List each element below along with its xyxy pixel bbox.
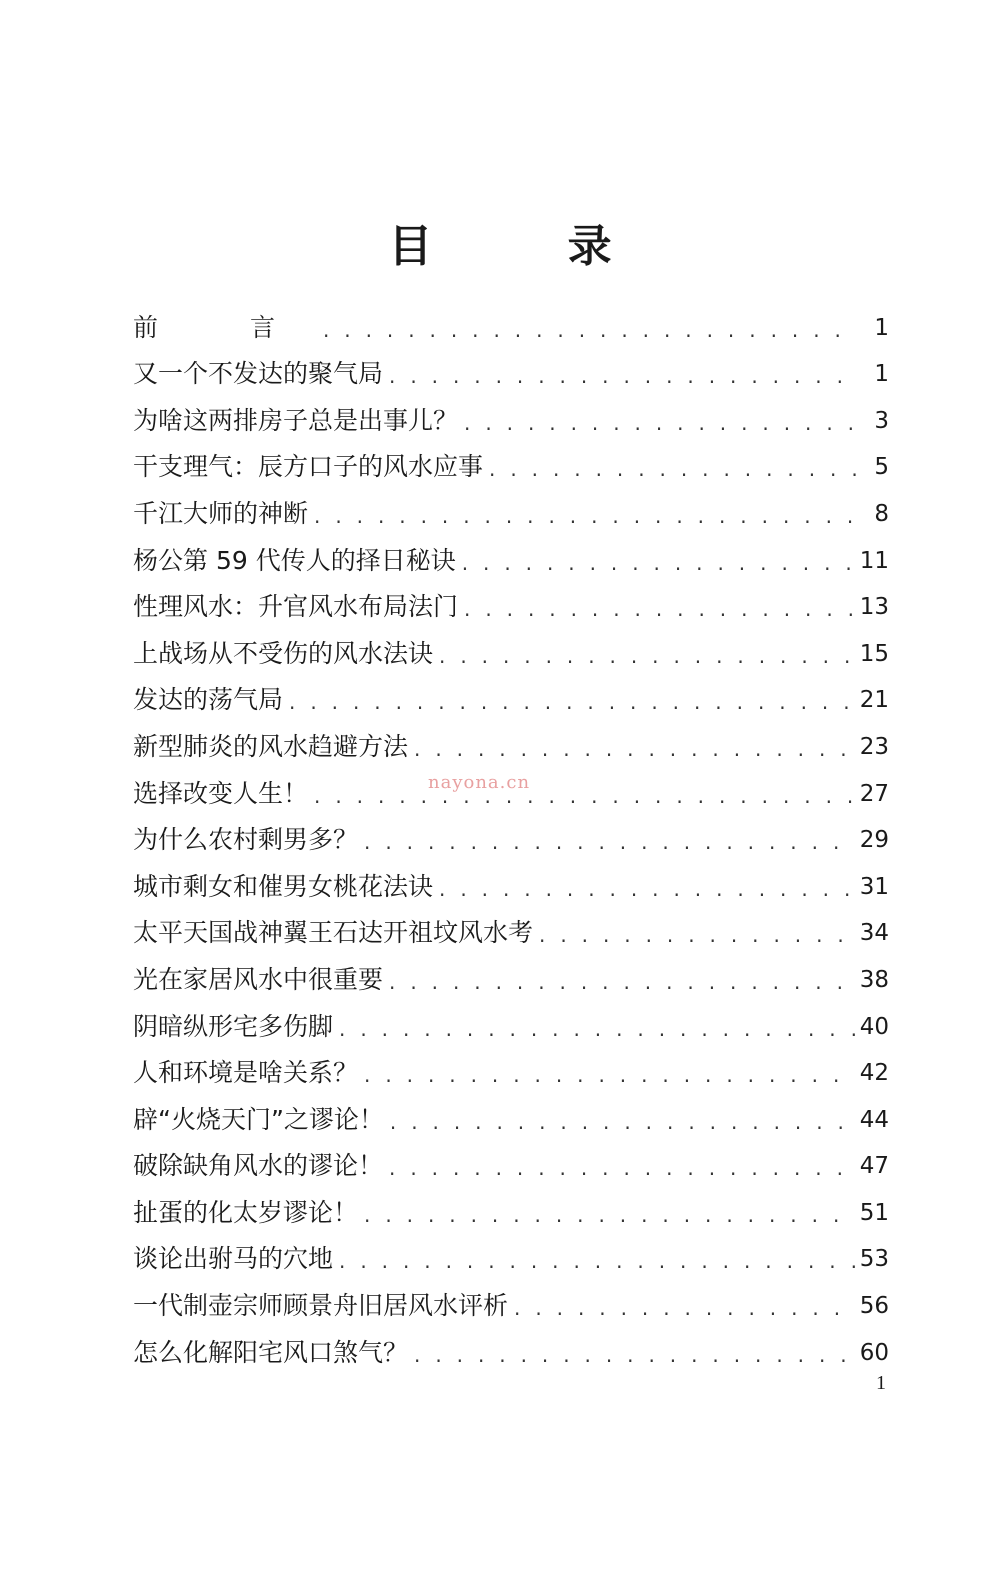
toc-entry-page: 3 bbox=[874, 407, 889, 434]
dot-leader bbox=[414, 1340, 856, 1370]
toc-entry-page: 47 bbox=[859, 1153, 889, 1180]
toc-entry-title: 谈论出驸马的穴地 bbox=[133, 1244, 334, 1274]
dot-leader bbox=[514, 1293, 856, 1323]
toc-entry[interactable] bbox=[133, 997, 889, 1044]
toc-entry-title: 前 言 bbox=[133, 312, 317, 342]
dot-leader bbox=[462, 548, 856, 578]
toc-entry-page: 1 bbox=[874, 314, 889, 341]
toc-entry-page: 53 bbox=[859, 1246, 889, 1273]
toc-entry[interactable] bbox=[133, 950, 889, 997]
dot-leader bbox=[389, 967, 856, 997]
toc-entry-title: 城市剩女和催男女桃花法诀 bbox=[133, 871, 434, 901]
dot-leader bbox=[364, 1060, 856, 1090]
toc-entry-title: 新型肺炎的风水趋避方法 bbox=[133, 731, 409, 761]
toc-entry-page: 8 bbox=[874, 500, 889, 527]
toc-entry-title: 干支理气：辰方口子的风水应事 bbox=[133, 452, 484, 482]
toc-entry-title: 阴暗纵形宅多伤脚 bbox=[133, 1011, 334, 1041]
toc-entry-title: 性理风水：升官风水布局法门 bbox=[133, 592, 459, 622]
toc-entry-page: 42 bbox=[859, 1060, 889, 1087]
dot-leader bbox=[439, 874, 856, 904]
toc-entry-page: 21 bbox=[859, 687, 889, 714]
table-of-contents bbox=[133, 298, 889, 1370]
dot-leader bbox=[414, 734, 856, 764]
toc-entry[interactable] bbox=[133, 298, 889, 345]
toc-entry[interactable] bbox=[133, 1323, 889, 1370]
toc-entry-title: 辟“火烧天门”之谬论！ bbox=[133, 1104, 384, 1134]
toc-entry-page: 51 bbox=[859, 1199, 889, 1226]
page-number: 1 bbox=[876, 1372, 886, 1394]
toc-entry-title: 光在家居风水中很重要 bbox=[133, 964, 384, 994]
toc-entry[interactable] bbox=[133, 391, 889, 438]
toc-entry[interactable] bbox=[133, 1230, 889, 1277]
toc-entry[interactable] bbox=[133, 438, 889, 485]
toc-entry-page: 34 bbox=[859, 920, 889, 947]
toc-entry-title: 发达的荡气局 bbox=[133, 685, 284, 715]
toc-entry-title: 太平天国战神翼王石达开祖坟风水考 bbox=[133, 918, 534, 948]
toc-entry-page: 11 bbox=[859, 547, 889, 574]
toc-entry-title: 人和环境是啥关系？ bbox=[133, 1058, 359, 1088]
toc-entry[interactable] bbox=[133, 671, 889, 718]
toc-entry-title: 千江大师的神断 bbox=[133, 498, 309, 528]
toc-entry[interactable] bbox=[133, 811, 889, 858]
dot-leader bbox=[439, 641, 856, 671]
toc-entry-page: 1 bbox=[874, 361, 889, 388]
dot-leader bbox=[289, 687, 856, 717]
toc-entry-page: 15 bbox=[859, 640, 889, 667]
dot-leader bbox=[464, 594, 856, 624]
toc-entry-page: 38 bbox=[859, 966, 889, 993]
dot-leader bbox=[390, 1107, 856, 1137]
toc-entry[interactable] bbox=[133, 1044, 889, 1091]
toc-entry[interactable] bbox=[133, 531, 889, 578]
toc-entry-page: 23 bbox=[859, 733, 889, 760]
dot-leader bbox=[339, 1014, 856, 1044]
toc-entry-page: 31 bbox=[859, 873, 889, 900]
dot-leader bbox=[339, 1246, 856, 1276]
toc-entry[interactable] bbox=[133, 624, 889, 671]
toc-entry-page: 56 bbox=[859, 1293, 889, 1320]
toc-entry-title: 破除缺角风水的谬论！ bbox=[133, 1151, 384, 1181]
dot-leader bbox=[314, 781, 856, 811]
toc-entry[interactable] bbox=[133, 1090, 889, 1137]
toc-entry-page: 27 bbox=[859, 780, 889, 807]
toc-entry[interactable] bbox=[133, 904, 889, 951]
dot-leader bbox=[464, 408, 857, 438]
toc-entry-title: 为什么农村剩男多？ bbox=[133, 825, 359, 855]
toc-entry-page: 60 bbox=[859, 1339, 889, 1366]
toc-entry-page: 44 bbox=[859, 1106, 889, 1133]
dot-leader bbox=[389, 1153, 856, 1183]
dot-leader bbox=[489, 454, 857, 484]
dot-leader bbox=[364, 1200, 856, 1230]
toc-entry[interactable] bbox=[133, 857, 889, 904]
toc-entry-title: 扯蛋的化太岁谬论！ bbox=[133, 1197, 359, 1227]
toc-entry-title: 又一个不发达的聚气局 bbox=[133, 359, 384, 389]
toc-entry[interactable] bbox=[133, 578, 889, 625]
toc-entry-title: 为啥这两排房子总是出事儿？ bbox=[133, 405, 459, 435]
dot-leader bbox=[389, 361, 857, 391]
page-title: 目 录 bbox=[388, 221, 672, 273]
watermark: nayona.cn bbox=[428, 772, 531, 793]
toc-entry-title: 上战场从不受伤的风水法诀 bbox=[133, 638, 434, 668]
toc-entry-title: 一代制壶宗师顾景舟旧居风水评析 bbox=[133, 1291, 509, 1321]
toc-entry-title: 怎么化解阳宅风口煞气？ bbox=[133, 1337, 409, 1367]
dot-leader bbox=[314, 501, 857, 531]
toc-entry-page: 5 bbox=[874, 454, 889, 481]
toc-entry-title: 杨公第 59 代传人的择日秘诀 bbox=[133, 545, 456, 575]
toc-entry-page: 40 bbox=[859, 1013, 889, 1040]
toc-entry[interactable] bbox=[133, 717, 889, 764]
toc-entry-page: 29 bbox=[859, 827, 889, 854]
toc-entry[interactable] bbox=[133, 484, 889, 531]
dot-leader bbox=[364, 827, 856, 857]
toc-entry[interactable] bbox=[133, 1137, 889, 1184]
toc-entry[interactable] bbox=[133, 1183, 889, 1230]
dot-leader bbox=[539, 920, 856, 950]
toc-entry[interactable] bbox=[133, 345, 889, 392]
dot-leader bbox=[323, 315, 857, 345]
toc-entry-page: 13 bbox=[859, 594, 889, 621]
toc-entry[interactable] bbox=[133, 1276, 889, 1323]
toc-entry-title: 选择改变人生！ bbox=[133, 778, 309, 808]
